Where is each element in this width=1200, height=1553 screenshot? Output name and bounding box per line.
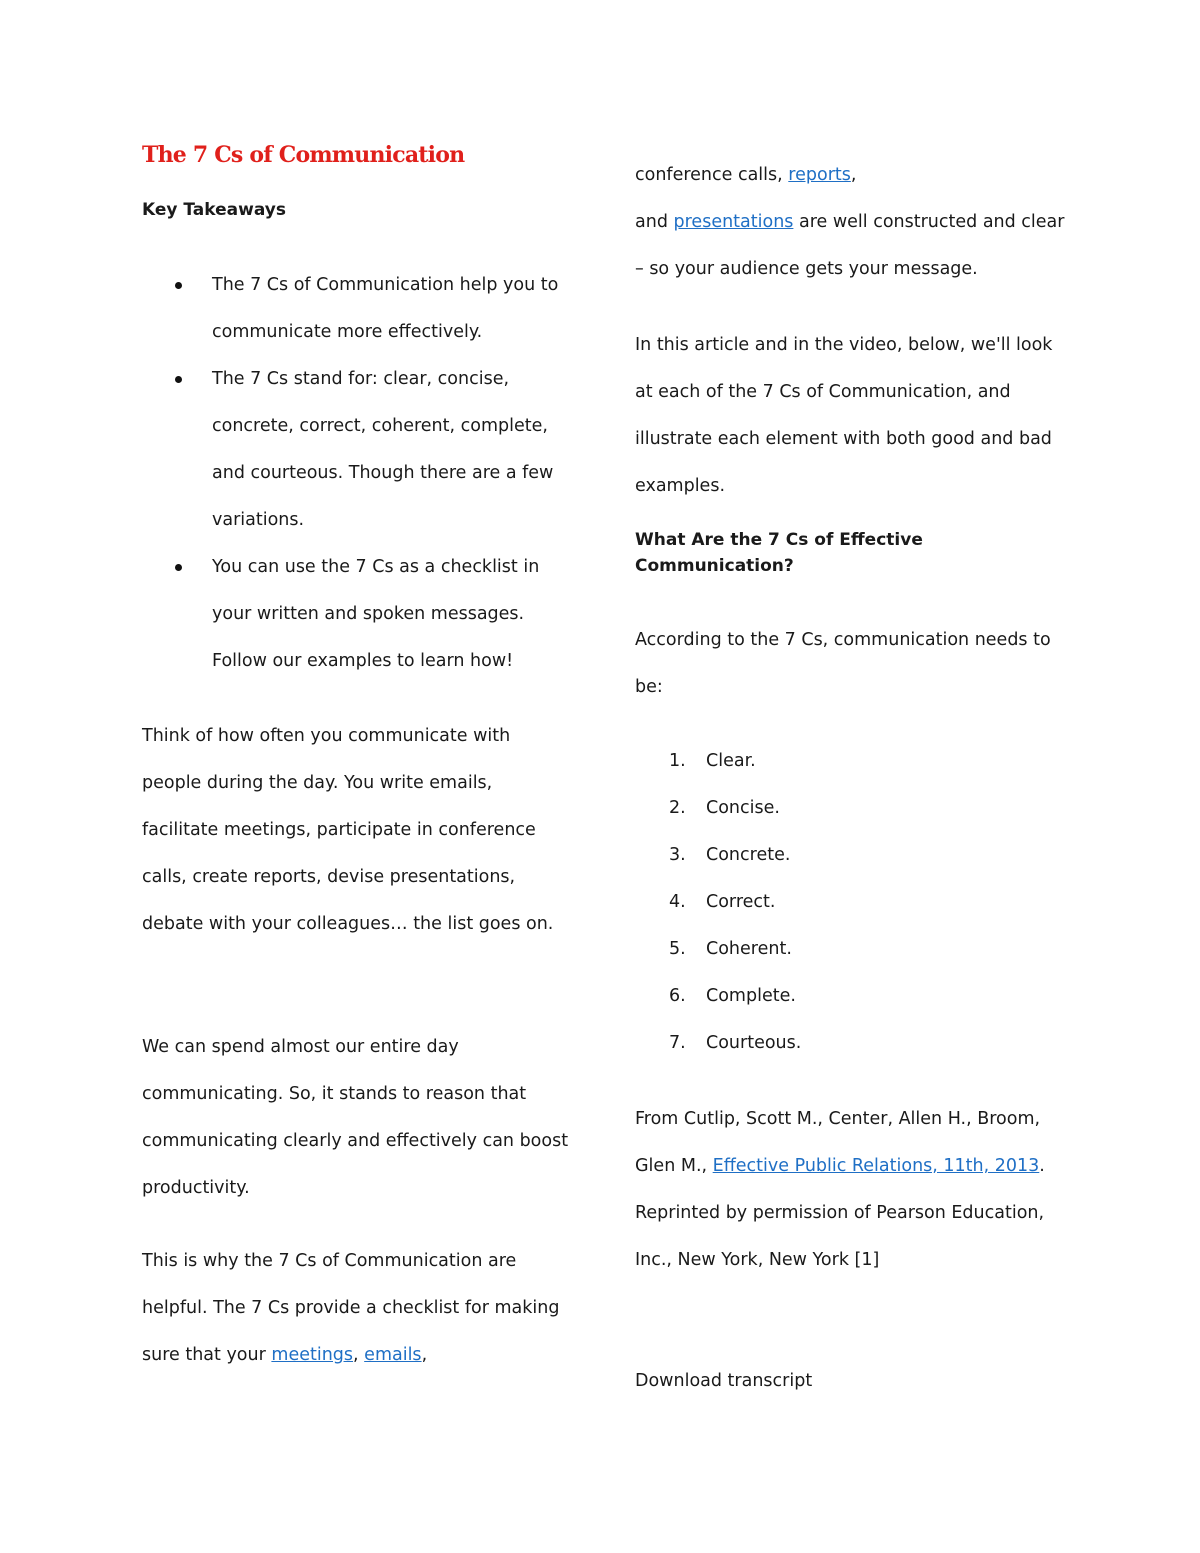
continued-paragraph xyxy=(635,152,1075,293)
paragraph-text: conference calls, xyxy=(635,165,783,185)
list-number: 7. xyxy=(669,1033,686,1053)
list-item xyxy=(635,1020,1075,1067)
article-paragraph: In this article and in the video, below, we'll look at each of the 7 Cs of Communication, and illustrate each element with both good and bad examples. xyxy=(635,335,1053,496)
list-item xyxy=(142,544,582,685)
list-item xyxy=(635,973,1075,1020)
paragraph-text: and xyxy=(635,212,668,232)
citation-paragraph xyxy=(635,1096,1055,1284)
key-takeaways-list xyxy=(142,262,582,685)
productivity-paragraph: We can spend almost our entire day communicating. So, it stands to reason that communicating clearly and effectively can boost productivity. xyxy=(142,1037,569,1198)
download-transcript[interactable]: Download transcript xyxy=(635,1371,813,1391)
list-number: 2. xyxy=(669,798,686,818)
list-item xyxy=(635,879,1075,926)
list-item-text: Concise. xyxy=(706,798,780,818)
paragraph-text: From Cutlip, Scott M., Center, Allen H., Broom, Glen M., xyxy=(635,1109,1041,1176)
reports-link[interactable]: reports xyxy=(788,165,851,185)
list-item xyxy=(635,785,1075,832)
list-number: 6. xyxy=(669,986,686,1006)
list-number: 4. xyxy=(669,892,686,912)
list-item-text: Complete. xyxy=(706,986,796,1006)
list-item xyxy=(635,738,1075,785)
list-item xyxy=(142,356,582,544)
book-link[interactable]: Effective Public Relations, 11th, 2013 xyxy=(712,1156,1040,1176)
list-item-text: Clear. xyxy=(706,751,756,771)
list-number: 3. xyxy=(669,845,686,865)
list-item xyxy=(635,832,1075,879)
list-item-text: The 7 Cs of Communication help you to communicate more effectively. xyxy=(212,275,559,342)
bullet-icon xyxy=(175,282,182,289)
list-item-text: Coherent. xyxy=(706,939,792,959)
document-title: The 7 Cs of Communication xyxy=(142,142,465,168)
list-item-text: Courteous. xyxy=(706,1033,802,1053)
list-number: 5. xyxy=(669,939,686,959)
list-item-text: Concrete. xyxy=(706,845,791,865)
meetings-link[interactable]: meetings xyxy=(271,1345,354,1365)
list-item xyxy=(142,262,582,356)
list-item xyxy=(635,926,1075,973)
paragraph-text: are well constructed and clear – so your audience gets your message. xyxy=(635,212,1065,279)
comma: , xyxy=(850,165,857,185)
comma: , xyxy=(421,1345,428,1365)
section-heading: What Are the 7 Cs of Effective Communication? xyxy=(635,530,923,576)
according-paragraph: According to the 7 Cs, communication needs to be: xyxy=(635,630,1051,697)
seven-cs-list xyxy=(635,738,1075,1067)
key-takeaways-heading: Key Takeaways xyxy=(142,200,286,220)
comma: , xyxy=(353,1345,359,1365)
list-item-text: Correct. xyxy=(706,892,776,912)
list-item-text: The 7 Cs stand for: clear, concise, concrete, correct, coherent, complete, and courteous. Though there are a few variations. xyxy=(212,369,554,530)
presentations-link[interactable]: presentations xyxy=(673,212,794,232)
bullet-icon xyxy=(175,564,182,571)
paragraph-text: This is why the 7 Cs of Communication are helpful. The 7 Cs provide a checklist for making sure that your xyxy=(142,1251,560,1365)
intro-paragraph: Think of how often you communicate with people during the day. You write emails, facilitate meetings, participate in conference calls, create reports, devise presentations, debate with your colleagues… the list goes on. xyxy=(142,726,554,934)
list-item-text: You can use the 7 Cs as a checklist in your written and spoken messages. Follow our examples to learn how! xyxy=(212,557,540,671)
paragraph-text: . Reprinted by permission of Pearson Education, Inc., New York, New York [1] xyxy=(635,1156,1045,1270)
list-number: 1. xyxy=(669,751,686,771)
emails-link[interactable]: emails xyxy=(364,1345,422,1365)
bullet-icon xyxy=(175,376,182,383)
checklist-paragraph xyxy=(142,1238,572,1379)
